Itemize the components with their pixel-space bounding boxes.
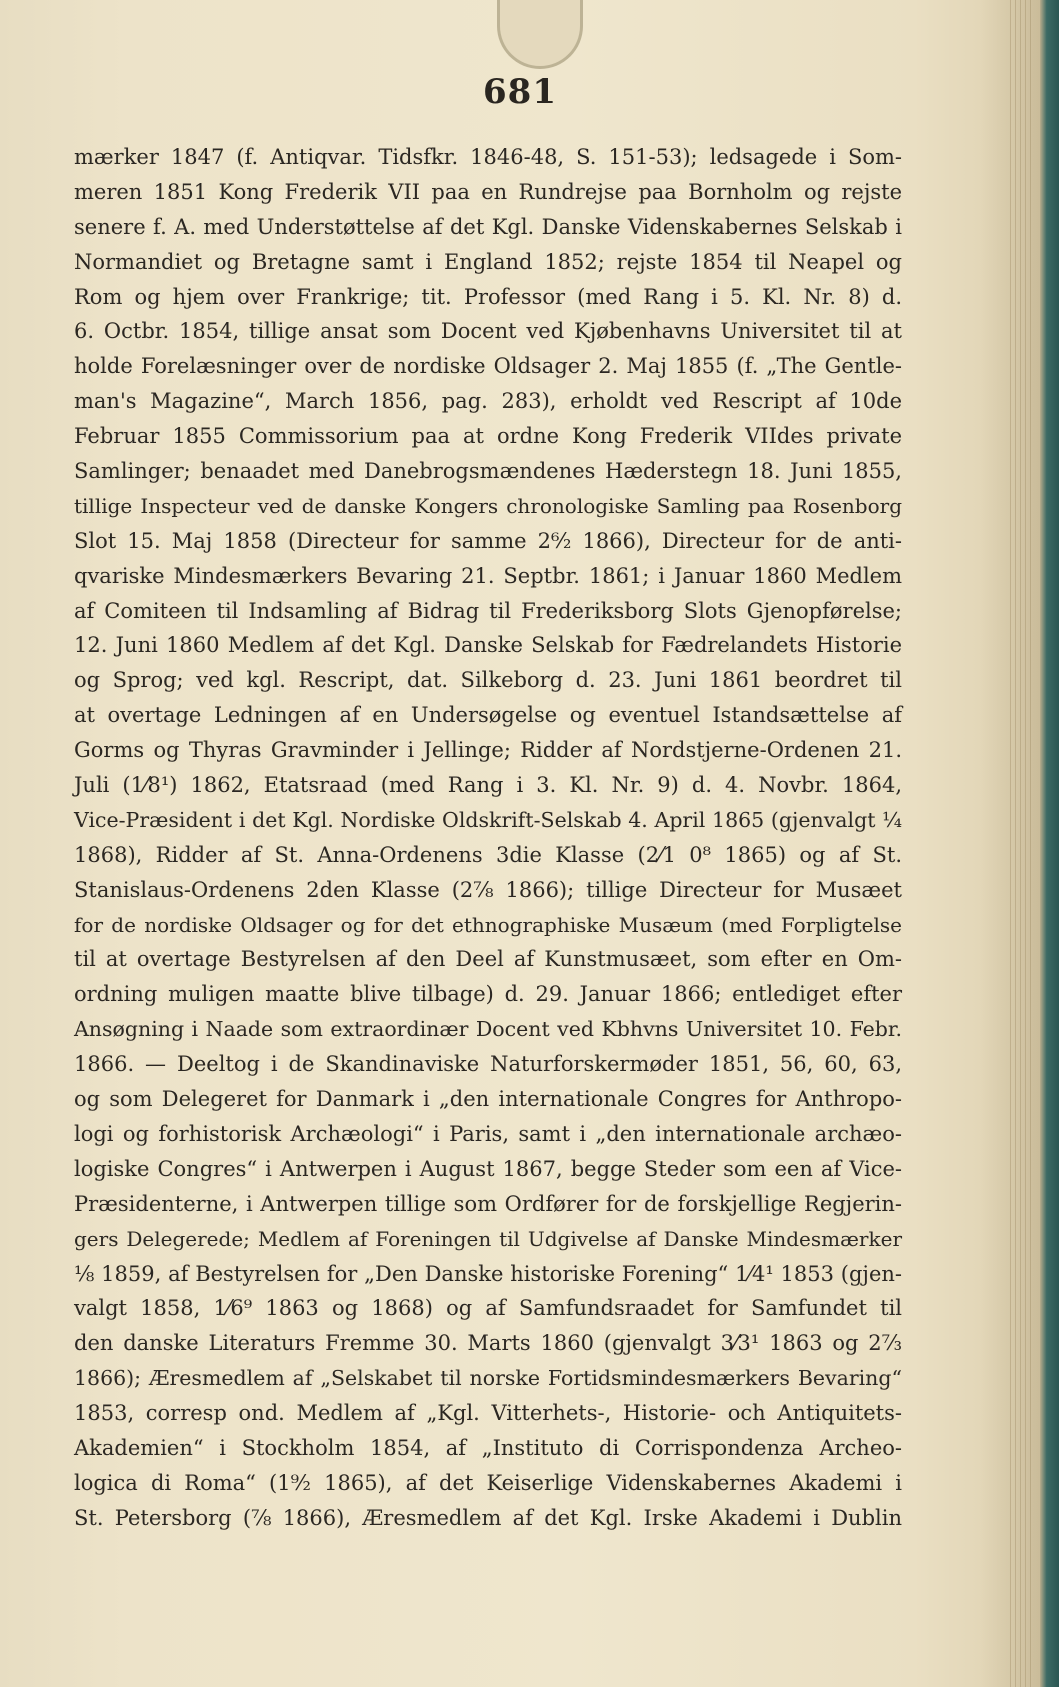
text-line: Slot 15. Maj 1858 (Directeur for samme 2⁶⁄₂ 1866), Directeur for de anti- bbox=[74, 528, 902, 553]
text-line: Rom og hjem over Frankrige; tit. Professor (med Rang i 5. Kl. Nr. 8) d. bbox=[74, 284, 902, 309]
text-line: man's Magazine“, March 1856, pag. 283), erholdt ved Rescript af 10de bbox=[74, 389, 902, 414]
text-line: Ansøgning i Naade som extraordinær Docent ved Kbhvns Universitet 10. Febr. bbox=[74, 1017, 902, 1042]
text-line: ordning muligen maatte blive tilbage) d. 29. Januar 1866; entlediget efter bbox=[74, 982, 902, 1007]
page-notch bbox=[497, 0, 583, 69]
text-line: logi og forhistorisk Archæologi“ i Paris, samt i „den internationale archæo- bbox=[74, 1121, 902, 1146]
text-line: gers Delegerede; Medlem af Foreningen til Udgivelse af Danske Mindesmærker bbox=[74, 1226, 902, 1251]
text-line: qvariske Mindesmærkers Bevaring 21. Septbr. 1861; i Januar 1860 Medlem bbox=[74, 563, 902, 588]
text-line: Stanislaus-Ordenens 2den Klasse (2⁷⁄₈ 1866); tillige Directeur for Musæet bbox=[74, 877, 902, 902]
text-line: Februar 1855 Commissorium paa at ordne Kong Frederik VIIdes private bbox=[74, 424, 902, 449]
text-line: ⅛ 1859, af Bestyrelsen for „Den Danske historiske Forening“ 1⁄4¹ 1853 (gjen- bbox=[74, 1261, 902, 1286]
text-line: Præsidenterne, i Antwerpen tillige som Ordfører for de forskjellige Regjerin- bbox=[74, 1191, 902, 1216]
body-text bbox=[74, 140, 902, 1536]
text-line: den danske Literaturs Fremme 30. Marts 1860 (gjenvalgt 3⁄3¹ 1863 og 2⁷⁄₃ bbox=[74, 1331, 902, 1356]
text-line: valgt 1858, 1⁄6⁹ 1863 og 1868) og af Samfundsraadet for Samfundet til bbox=[74, 1296, 902, 1321]
text-line: 1866); Æresmedlem af „Selskabet til norske Fortidsmindesmærkers Bevaring“ bbox=[74, 1366, 902, 1391]
text-line: mærker 1847 (f. Antiqvar. Tidsfkr. 1846-48, S. 151-53); ledsagede i Som- bbox=[74, 145, 902, 169]
page-number: 681 bbox=[483, 72, 557, 112]
text-line: St. Petersborg (⅞ 1866), Æresmedlem af det Kgl. Irske Akademi i Dublin bbox=[74, 1505, 902, 1530]
page-edge-lines bbox=[1010, 0, 1034, 1687]
text-line: logica di Roma“ (1⁹⁄₂ 1865), af det Keiserlige Videnskabernes Akademi i bbox=[74, 1470, 902, 1495]
text-line: Gorms og Thyras Gravminder i Jellinge; Ridder af Nordstjerne-Ordenen 21. bbox=[74, 738, 902, 763]
text-line: at overtage Ledningen af en Undersøgelse og eventuel Istandsættelse af bbox=[74, 703, 902, 728]
text-line: og Sprog; ved kgl. Rescript, dat. Silkeborg d. 23. Juni 1861 beordret til bbox=[74, 668, 902, 693]
text-line: 1866. — Deeltog i de Skandinaviske Naturforskermøder 1851, 56, 60, 63, bbox=[74, 1052, 902, 1077]
text-line: tillige Inspecteur ved de danske Kongers chronologiske Samling paa Rosenborg bbox=[74, 493, 902, 518]
text-line: for de nordiske Oldsager og for det ethnographiske Musæum (med Forpligtelse bbox=[74, 912, 902, 937]
text-line: Vice-Præsident i det Kgl. Nordiske Oldskrift-Selskab 4. April 1865 (gjenvalgt ¼ bbox=[74, 807, 902, 832]
text-line: meren 1851 Kong Frederik VII paa en Rundrejse paa Bornholm og rejste bbox=[74, 179, 902, 204]
text-line: Samlinger; benaadet med Danebrogsmændenes Hæderstegn 18. Juni 1855, bbox=[74, 459, 902, 484]
text-line: holde Forelæsninger over de nordiske Oldsager 2. Maj 1855 (f. „The Gentle- bbox=[74, 354, 902, 379]
text-line: Juli (1⁄8¹) 1862, Etatsraad (med Rang i 3. Kl. Nr. 9) d. 4. Novbr. 1864, bbox=[74, 773, 902, 798]
text-line: Normandiet og Bretagne samt i England 1852; rejste 1854 til Neapel og bbox=[74, 249, 902, 274]
text-line: senere f. A. med Understøttelse af det Kgl. Danske Videnskabernes Selskab i bbox=[74, 214, 902, 239]
text-line: til at overtage Bestyrelsen af den Deel af Kunstmusæet, som efter en Om- bbox=[74, 947, 902, 972]
text-line: logiske Congres“ i Antwerpen i August 1867, begge Steder som een af Vice- bbox=[74, 1156, 902, 1181]
text-line: Akademien“ i Stockholm 1854, af „Instituto di Corrispondenza Archeo- bbox=[74, 1435, 902, 1460]
text-line: og som Delegeret for Danmark i „den internationale Congres for Anthropo- bbox=[74, 1087, 902, 1112]
text-line: 6. Octbr. 1854, tillige ansat som Docent ved Kjøbenhavns Universitet til at bbox=[74, 319, 902, 344]
text-line: 12. Juni 1860 Medlem af det Kgl. Danske Selskab for Fædrelandets Historie bbox=[74, 633, 902, 658]
text-line: af Comiteen til Indsamling af Bidrag til Frederiksborg Slots Gjenopførelse; bbox=[74, 598, 902, 623]
text-line: 1853, corresp ond. Medlem af „Kgl. Vitterhets-, Historie- och Antiquitets- bbox=[74, 1401, 902, 1426]
book-cover-edge bbox=[1040, 0, 1059, 1687]
text-line: 1868), Ridder af St. Anna-Ordenens 3die Klasse (2⁄1 0⁸ 1865) og af St. bbox=[74, 842, 902, 867]
